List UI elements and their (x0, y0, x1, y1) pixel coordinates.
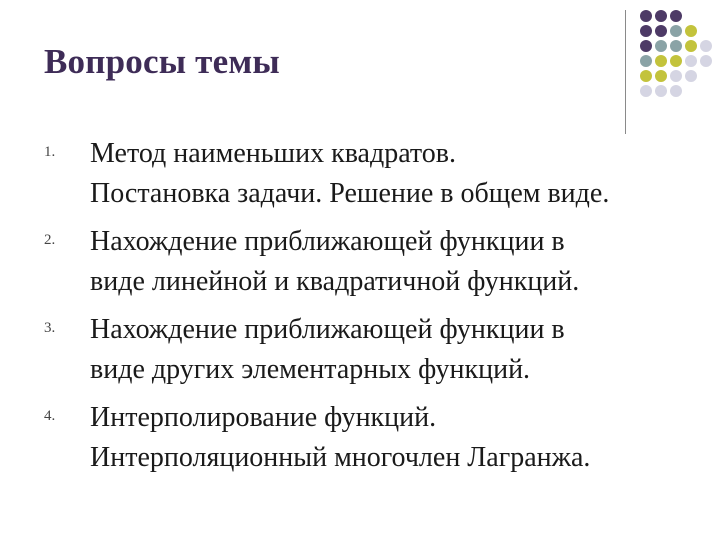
item-text (90, 398, 700, 478)
decorative-dot (670, 10, 682, 22)
item-text (90, 222, 700, 302)
list-item (0, 398, 720, 486)
decorative-divider-line (625, 10, 626, 134)
decorative-dot (670, 40, 682, 52)
item-number: 1. (44, 144, 56, 160)
decorative-dot (700, 40, 712, 52)
item-text-line: Интерполирование функций. (90, 402, 437, 433)
item-number: 2. (44, 232, 56, 248)
item-text-line: Метод наименьших квадратов. (90, 138, 457, 169)
list-item (0, 134, 720, 222)
decorative-dot (685, 40, 697, 52)
decorative-dot (655, 70, 667, 82)
topic-list (0, 134, 720, 486)
decorative-dot (655, 40, 667, 52)
decorative-dot (640, 55, 652, 67)
decorative-dot (685, 25, 697, 37)
decorative-dot (640, 85, 652, 97)
item-text-line: Интерполяционный многочлен Лагранжа. (90, 442, 591, 473)
decorative-dot (640, 25, 652, 37)
item-text-line: Постановка задачи. Решение в общем виде. (90, 178, 610, 209)
decorative-dot (700, 55, 712, 67)
decorative-dot (655, 85, 667, 97)
item-number: 3. (44, 320, 56, 336)
slide-title: Вопросы темы (44, 42, 280, 81)
decorative-dot (670, 70, 682, 82)
decorative-dot (670, 55, 682, 67)
decorative-dot (685, 70, 697, 82)
decorative-dot (685, 55, 697, 67)
decorative-dot (670, 25, 682, 37)
item-text-line: виде других элементарных функций. (90, 354, 531, 385)
item-text-line: виде линейной и квадратичной функций. (90, 266, 580, 297)
decorative-dot (640, 70, 652, 82)
item-text-line: Нахождение приближающей функции в (90, 226, 565, 257)
item-text-line: Нахождение приближающей функции в (90, 314, 565, 345)
decorative-dot (655, 25, 667, 37)
list-item (0, 222, 720, 310)
item-text (90, 134, 700, 214)
decorative-dot (640, 40, 652, 52)
list-item (0, 310, 720, 398)
decorative-dot (640, 10, 652, 22)
decorative-dot (655, 55, 667, 67)
item-number: 4. (44, 408, 56, 424)
decorative-dot (670, 85, 682, 97)
decorative-dot (655, 10, 667, 22)
item-text (90, 310, 700, 390)
